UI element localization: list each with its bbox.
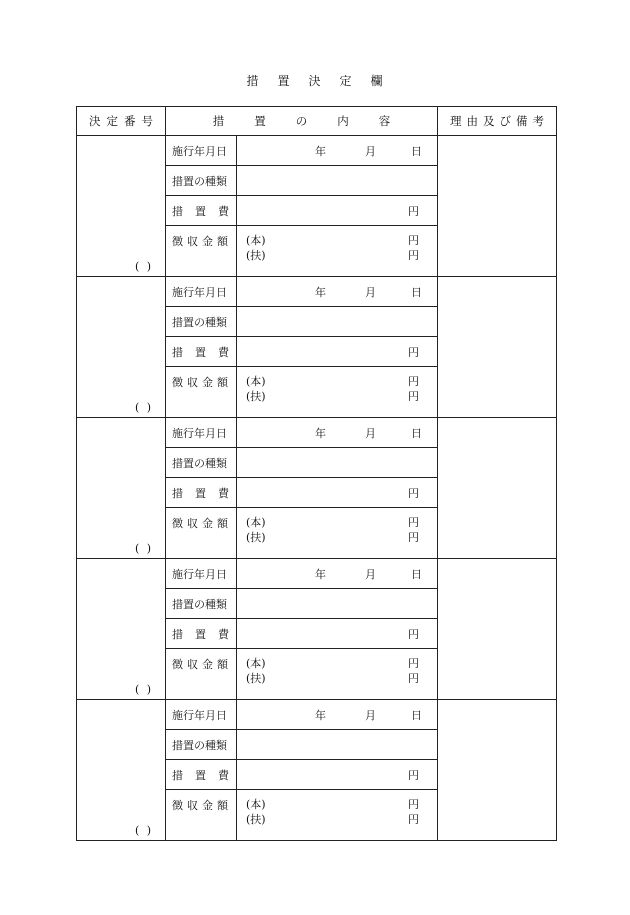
enforcement-date-field[interactable] (237, 559, 438, 589)
yen-unit: 円 (408, 672, 419, 685)
yen-unit: 円 (408, 375, 419, 388)
day-unit: 日 (411, 426, 422, 440)
yen-unit: 円 (408, 768, 419, 782)
form-title (0, 72, 630, 89)
day-unit: 日 (411, 144, 422, 158)
label-measure-type: 措置の種類 (166, 448, 237, 478)
label-measure-cost: 措 置 費 (166, 760, 237, 790)
principal-label: (本) (246, 657, 266, 670)
year-unit: 年 (315, 285, 326, 299)
measure-type-field[interactable] (237, 589, 438, 619)
title-char: 定 (339, 74, 353, 88)
month-unit: 月 (365, 708, 376, 722)
principal-label: (本) (246, 375, 266, 388)
measure-type-field[interactable] (237, 730, 438, 760)
dependent-label: (扶) (246, 813, 266, 826)
measure-type-field[interactable] (237, 448, 438, 478)
yen-unit: 円 (408, 204, 419, 218)
decision-number-field[interactable] (77, 418, 166, 559)
yen-unit: 円 (408, 657, 419, 670)
dependent-label: (扶) (246, 531, 266, 544)
month-unit: 月 (365, 285, 376, 299)
label-measure-cost: 措 置 費 (166, 337, 237, 367)
decision-paren: ( ) (135, 824, 154, 837)
measure-cost-field[interactable] (237, 760, 438, 790)
title-char: 置 (277, 74, 291, 88)
reason-remarks-field[interactable] (438, 559, 557, 700)
decision-number-field[interactable] (77, 277, 166, 418)
day-unit: 日 (411, 567, 422, 581)
label-collection-amount: 徴 収 金 額 (166, 508, 237, 559)
label-enforcement-date: 施行年月日 (166, 418, 237, 448)
measure-cost-field[interactable] (237, 619, 438, 649)
yen-unit: 円 (408, 390, 419, 403)
measure-cost-field[interactable] (237, 478, 438, 508)
principal-label: (本) (246, 798, 266, 811)
label-measure-type: 措置の種類 (166, 730, 237, 760)
dependent-label: (扶) (246, 390, 266, 403)
reason-remarks-field[interactable] (438, 136, 557, 277)
enforcement-date-field[interactable] (237, 136, 438, 166)
decision-number-field[interactable] (77, 136, 166, 277)
decision-table (76, 106, 557, 841)
decision-number-field[interactable] (77, 700, 166, 841)
label-collection-amount: 徴 収 金 額 (166, 367, 237, 418)
reason-remarks-field[interactable] (438, 418, 557, 559)
measure-cost-field[interactable] (237, 196, 438, 226)
reason-remarks-field[interactable] (438, 277, 557, 418)
collection-amount-field[interactable] (237, 649, 438, 700)
year-unit: 年 (315, 426, 326, 440)
label-enforcement-date: 施行年月日 (166, 559, 237, 589)
decision-paren: ( ) (135, 260, 154, 273)
label-collection-amount: 徴 収 金 額 (166, 649, 237, 700)
measure-cost-field[interactable] (237, 337, 438, 367)
day-unit: 日 (411, 285, 422, 299)
dependent-label: (扶) (246, 672, 266, 685)
principal-label: (本) (246, 516, 266, 529)
reason-remarks-field[interactable] (438, 700, 557, 841)
label-measure-cost: 措 置 費 (166, 619, 237, 649)
label-measure-type: 措置の種類 (166, 589, 237, 619)
header-decision-number: 決 定 番 号 (77, 107, 166, 136)
month-unit: 月 (365, 426, 376, 440)
label-measure-cost: 措 置 費 (166, 196, 237, 226)
label-measure-type: 措置の種類 (166, 166, 237, 196)
yen-unit: 円 (408, 234, 419, 247)
collection-amount-field[interactable] (237, 508, 438, 559)
label-measure-type: 措置の種類 (166, 307, 237, 337)
enforcement-date-field[interactable] (237, 277, 438, 307)
year-unit: 年 (315, 708, 326, 722)
principal-label: (本) (246, 234, 266, 247)
label-enforcement-date: 施行年月日 (166, 700, 237, 730)
enforcement-date-field[interactable] (237, 700, 438, 730)
label-collection-amount: 徴 収 金 額 (166, 226, 237, 277)
decision-paren: ( ) (135, 683, 154, 696)
enforcement-date-field[interactable] (237, 418, 438, 448)
yen-unit: 円 (408, 627, 419, 641)
collection-amount-field[interactable] (237, 367, 438, 418)
month-unit: 月 (365, 144, 376, 158)
label-enforcement-date: 施行年月日 (166, 277, 237, 307)
decision-paren: ( ) (135, 401, 154, 414)
title-char: 措 (246, 74, 260, 88)
title-char: 欄 (370, 74, 384, 88)
label-collection-amount: 徴 収 金 額 (166, 790, 237, 841)
decision-number-field[interactable] (77, 559, 166, 700)
yen-unit: 円 (408, 516, 419, 529)
year-unit: 年 (315, 144, 326, 158)
measure-type-field[interactable] (237, 166, 438, 196)
title-char: 決 (308, 74, 322, 88)
label-measure-cost: 措 置 費 (166, 478, 237, 508)
yen-unit: 円 (408, 531, 419, 544)
decision-paren: ( ) (135, 542, 154, 555)
day-unit: 日 (411, 708, 422, 722)
month-unit: 月 (365, 567, 376, 581)
collection-amount-field[interactable] (237, 226, 438, 277)
label-enforcement-date: 施行年月日 (166, 136, 237, 166)
header-reason-remarks: 理 由 及 び 備 考 (438, 107, 557, 136)
yen-unit: 円 (408, 249, 419, 262)
collection-amount-field[interactable] (237, 790, 438, 841)
year-unit: 年 (315, 567, 326, 581)
yen-unit: 円 (408, 486, 419, 500)
header-measure-content: 措 置 の 内 容 (166, 107, 438, 136)
yen-unit: 円 (408, 798, 419, 811)
yen-unit: 円 (408, 813, 419, 826)
yen-unit: 円 (408, 345, 419, 359)
measure-type-field[interactable] (237, 307, 438, 337)
dependent-label: (扶) (246, 249, 266, 262)
